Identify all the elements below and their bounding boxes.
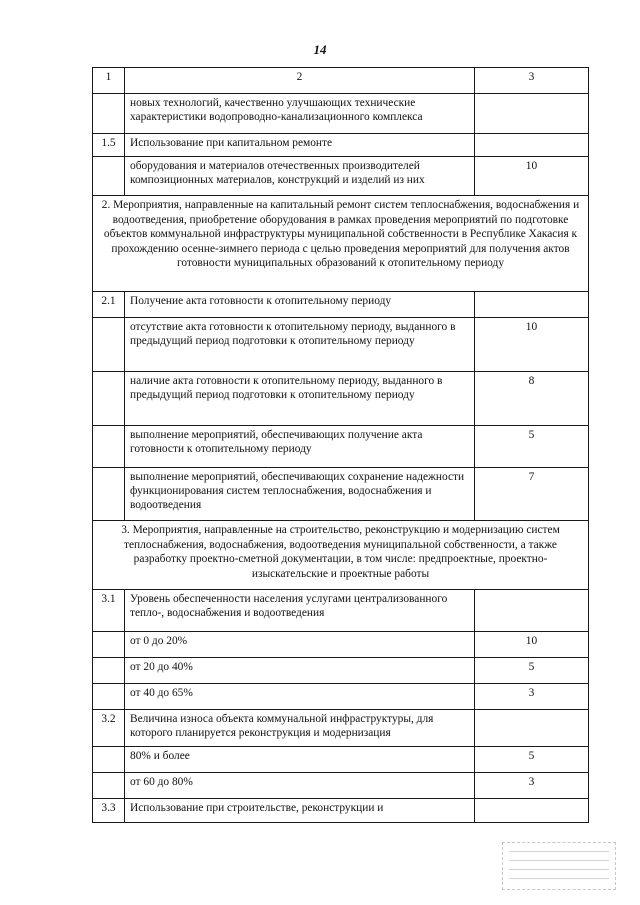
table-row: [93, 632, 589, 658]
row-number: 3.1: [93, 590, 125, 632]
row-number-cell: [93, 157, 125, 196]
score-cell: 5: [475, 747, 589, 773]
table-row: [93, 94, 589, 134]
score-cell: 10: [475, 632, 589, 658]
table-row: [93, 747, 589, 773]
row-number-cell: [93, 773, 125, 799]
row-number-cell: [93, 426, 125, 468]
row-number-cell: [93, 468, 125, 521]
table-header-row: [93, 68, 589, 94]
score-cell: [475, 134, 589, 157]
score-cell: 10: [475, 318, 589, 372]
row-number-cell: [93, 94, 125, 134]
table-row: [93, 658, 589, 684]
criterion-text: новых технологий, качественно улучшающих технические характеристики водопроводно-канализационного комплекса: [125, 94, 475, 134]
criterion-text: Использование при капитальном ремонте: [125, 134, 475, 157]
section-3-heading: 3. Мероприятия, направленные на строительство, реконструкцию и модернизацию систем теплоснабжения, водоснабжения, водоотведения муниципальной собственности, а также разработку проектно-сметной документации, в том числе: предпроектные, проектно-изыскательские и проектные работы: [93, 521, 589, 590]
table-row: [93, 292, 589, 318]
table-row: [93, 318, 589, 372]
row-number-cell: [93, 658, 125, 684]
table-row: [93, 468, 589, 521]
score-cell: 3: [475, 684, 589, 710]
section-heading-row: [93, 196, 589, 292]
score-cell: 5: [475, 658, 589, 684]
score-cell: 8: [475, 372, 589, 426]
row-number-cell: [93, 747, 125, 773]
table-row: [93, 773, 589, 799]
header-col-1: 1: [93, 68, 125, 94]
criterion-text: выполнение мероприятий, обеспечивающих получение акта готовности к отопительному периоду: [125, 426, 475, 468]
score-cell: [475, 799, 589, 823]
criterion-text: от 0 до 20%: [125, 632, 475, 658]
row-number-cell: [93, 372, 125, 426]
criteria-table: [92, 67, 589, 823]
criterion-text: отсутствие акта готовности к отопительному периоду, выданного в предыдущий период подготовки к отопительному периоду: [125, 318, 475, 372]
score-cell: [475, 94, 589, 134]
section-heading-row: [93, 521, 589, 590]
score-cell: 7: [475, 468, 589, 521]
row-number: 3.2: [93, 710, 125, 747]
table-row: [93, 157, 589, 196]
table-row: [93, 426, 589, 468]
criterion-text: от 60 до 80%: [125, 773, 475, 799]
table-row: [93, 684, 589, 710]
criterion-text: 80% и более: [125, 747, 475, 773]
score-cell: 10: [475, 157, 589, 196]
criterion-text: Использование при строительстве, реконструкции и: [125, 799, 475, 823]
faded-stamp: [502, 842, 616, 890]
criterion-text: Получение акта готовности к отопительному периоду: [125, 292, 475, 318]
criterion-text: выполнение мероприятий, обеспечивающих сохранение надежности функционирования систем теплоснабжения, водоснабжения и водоотведения: [125, 468, 475, 521]
row-number-cell: [93, 318, 125, 372]
table-row: [93, 590, 589, 632]
criterion-text: Величина износа объекта коммунальной инфраструктуры, для которого планируется реконструкция и модернизация: [125, 710, 475, 747]
score-cell: 3: [475, 773, 589, 799]
score-cell: [475, 292, 589, 318]
criterion-text: от 40 до 65%: [125, 684, 475, 710]
row-number: 2.1: [93, 292, 125, 318]
table-row: [93, 799, 589, 823]
row-number: 1.5: [93, 134, 125, 157]
criterion-text: Уровень обеспеченности населения услугами централизованного тепло-, водоснабжения и водоотведения: [125, 590, 475, 632]
row-number: 3.3: [93, 799, 125, 823]
row-number-cell: [93, 684, 125, 710]
criterion-text: оборудования и материалов отечественных производителей композиционных материалов, конструкций и изделий из них: [125, 157, 475, 196]
table-row: [93, 372, 589, 426]
table-row: [93, 134, 589, 157]
score-cell: [475, 590, 589, 632]
section-2-heading: 2. Мероприятия, направленные на капитальный ремонт систем теплоснабжения, водоснабжения и водоотведения, приобретение оборудования в рамках проведения мероприятий по подготовке объектов коммунальной инфраструктуры муниципальной собственности в Республике Хакасия к прохождению осенне-зимнего периода с целью проведения мероприятий для получения актов готовности муниципальных образований к отопительному периоду: [93, 196, 589, 292]
criterion-text: наличие акта готовности к отопительному периоду, выданного в предыдущий период подготовки к отопительному периоду: [125, 372, 475, 426]
score-cell: [475, 710, 589, 747]
criterion-text: от 20 до 40%: [125, 658, 475, 684]
header-col-3: 3: [475, 68, 589, 94]
header-col-2: 2: [125, 68, 475, 94]
table-row: [93, 710, 589, 747]
row-number-cell: [93, 632, 125, 658]
score-cell: 5: [475, 426, 589, 468]
page-number: 14: [313, 42, 327, 57]
